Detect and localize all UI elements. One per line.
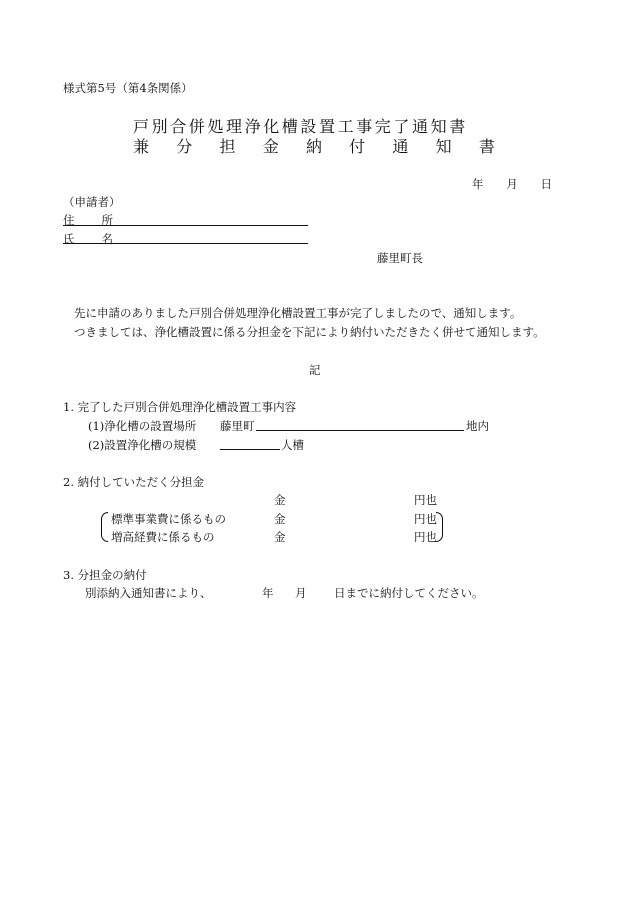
address-label-char: 住 [63,213,75,227]
additional-cost-yen: 円也 [414,530,437,544]
payment-month: 月 [295,586,307,600]
total-kin: 金 [274,493,286,507]
payment-year: 年 [262,586,274,600]
standard-cost-kin: 金 [274,512,286,526]
total-yen: 円也 [414,493,437,507]
document-title-line1: 戸別合併処理浄化槽設置工事完了通知書 [133,117,468,136]
payment-text-prefix: 別添納入通知書により、 [85,586,212,600]
title-char: 知 [435,137,452,156]
additional-cost-label: 増高経費に係るもの [111,530,215,544]
title-char: 付 [349,137,366,156]
section2-heading: 2. 納付していただく分担金 [63,475,205,489]
installation-location-suffix: 地内 [466,419,489,433]
name-field-line[interactable] [113,243,308,244]
address-label-char: 所 [101,213,113,227]
body-paragraph-2: つきましては、浄化槽設置に係る分担金を下記により納付いただきたく併せて通知します。 [74,325,545,339]
title-char: 書 [478,137,495,156]
name-label-underline [63,243,113,244]
document-title-line2 [133,134,495,157]
title-char: 金 [262,137,279,156]
name-label [63,231,113,247]
payment-text-suffix: 日までに納付してください。 [334,586,484,600]
title-char: 納 [305,137,322,156]
standard-cost-label: 標準事業費に係るもの [111,512,226,526]
body-paragraph-1: 先に申請のありました戸別合併処理浄化槽設置工事が完了しましたので、通知します。 [74,306,522,320]
tank-scale-label: (2)設置浄化槽の規模 [88,438,197,452]
installation-location-line[interactable] [256,430,464,431]
title-char: 通 [392,137,409,156]
applicant-label: （申請者） [63,195,121,209]
address-field-line[interactable] [113,225,308,226]
form-number: 様式第5号（第4条関係） [63,81,193,95]
date-day: 日 [540,177,552,191]
tank-scale-line[interactable] [220,449,280,450]
date-month: 月 [506,177,518,191]
installation-location-label: (1)浄化槽の設置場所 [88,419,197,433]
installation-town: 藤里町 [220,419,255,433]
title-char: 担 [219,137,236,156]
issuer: 藤里町長 [377,251,423,265]
tank-scale-suffix: 人槽 [281,438,304,452]
date-line [472,176,552,192]
name-label-char: 氏 [63,232,75,246]
section3-heading: 3. 分担金の納付 [63,568,147,582]
ki-heading: 記 [309,363,321,377]
left-bracket [101,512,108,542]
title-char: 兼 [133,137,150,156]
date-year: 年 [472,177,484,191]
name-label-char: 名 [101,232,113,246]
additional-cost-kin: 金 [274,530,286,544]
address-label-underline [63,225,113,226]
title-char: 分 [176,137,193,156]
section1-heading: 1. 完了した戸別合併処理浄化槽設置工事内容 [63,400,297,414]
standard-cost-yen: 円也 [414,512,437,526]
right-bracket [436,512,443,542]
